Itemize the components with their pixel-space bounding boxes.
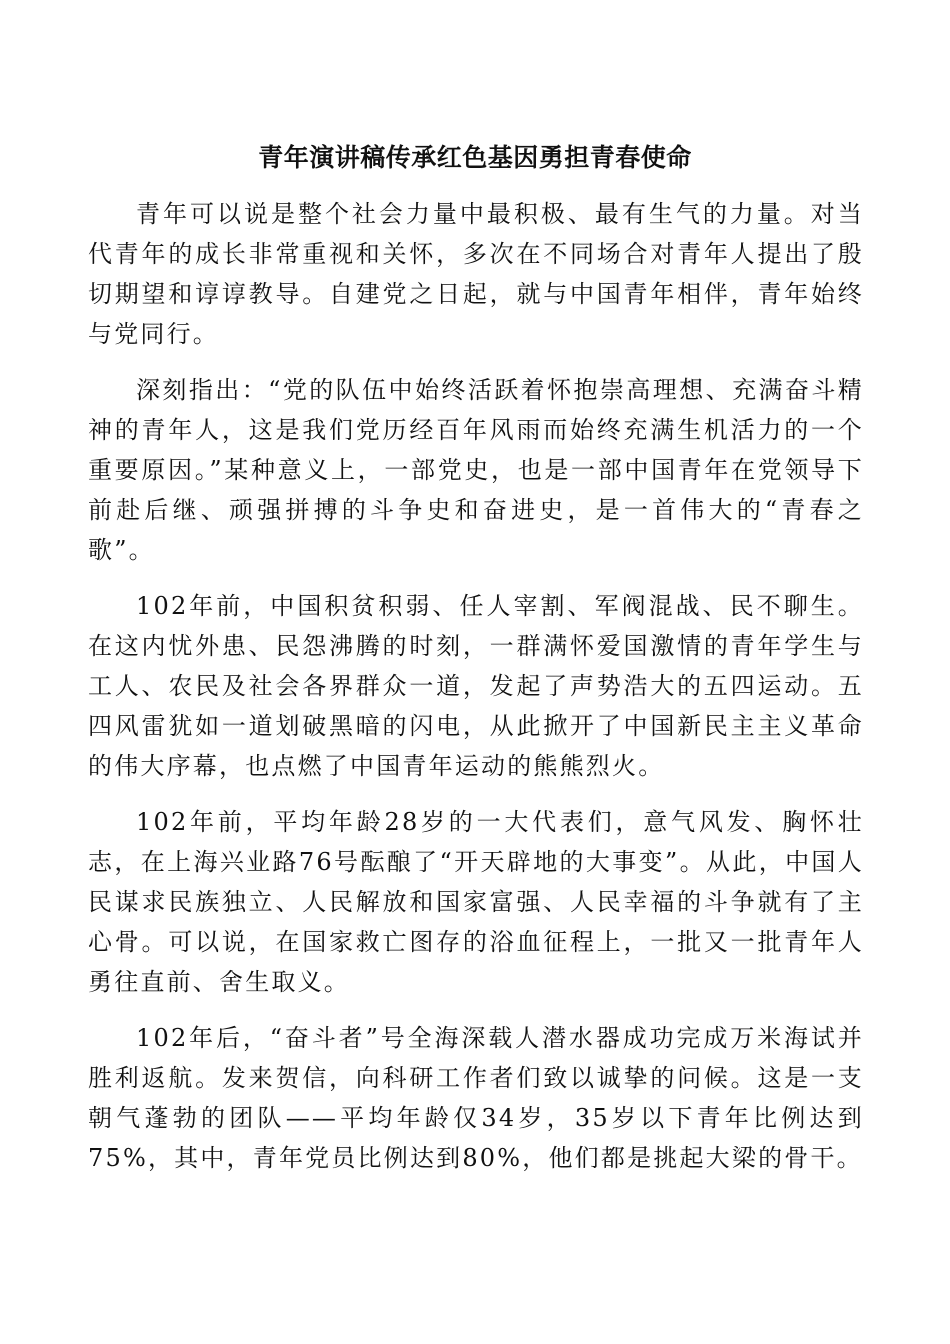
- paragraph-3: 102年前，中国积贫积弱、任人宰割、军阀混战、民不聊生。在这内忧外患、民怨沸腾的时刻，一群满怀爱国激情的青年学生与工人、农民及社会各界群众一道，发起了声势浩大的五四运动。五四风雷犹如一道划破黑暗的闪电，从此掀开了中国新民主主义革命的伟大序幕，也点燃了中国青年运动的熊熊烈火。: [88, 592, 864, 780]
- paragraph-5: 102年后，“奋斗者”号全海深载人潜水器成功完成万米海试并胜利返航。发来贺信，向科研工作者们致以诚挚的问候。这是一支朝气蓬勃的团队——平均年龄仅34岁，35岁以下青年比例达到75%，其中，青年党员比例达到80%，他们都是挑起大梁的骨干。: [88, 1024, 864, 1172]
- document-title: 青年演讲稿传承红色基因勇担青春使命: [258, 143, 692, 172]
- paragraph-2: 深刻指出：“党的队伍中始终活跃着怀抱崇高理想、充满奋斗精神的青年人，这是我们党历经百年风雨而始终充满生机活力的一个重要原因。”某种意义上，一部党史，也是一部中国青年在党领导下前赴后继、顽强拼搏的斗争史和奋进史，是一首伟大的“青春之歌”。: [88, 376, 864, 564]
- paragraph-1: 青年可以说是整个社会力量中最积极、最有生气的力量。对当代青年的成长非常重视和关怀，多次在不同场合对青年人提出了殷切期望和谆谆教导。自建党之日起，就与中国青年相伴，青年始终与党同行。: [88, 200, 864, 348]
- document-body: [88, 194, 864, 1194]
- paragraph-4: 102年前，平均年龄28岁的一大代表们，意气风发、胸怀壮志，在上海兴业路76号酝酿了“开天辟地的大事变”。从此，中国人民谋求民族独立、人民解放和国家富强、人民幸福的斗争就有了主心骨。可以说，在国家救亡图存的浴血征程上，一批又一批青年人勇往直前、舍生取义。: [88, 808, 864, 996]
